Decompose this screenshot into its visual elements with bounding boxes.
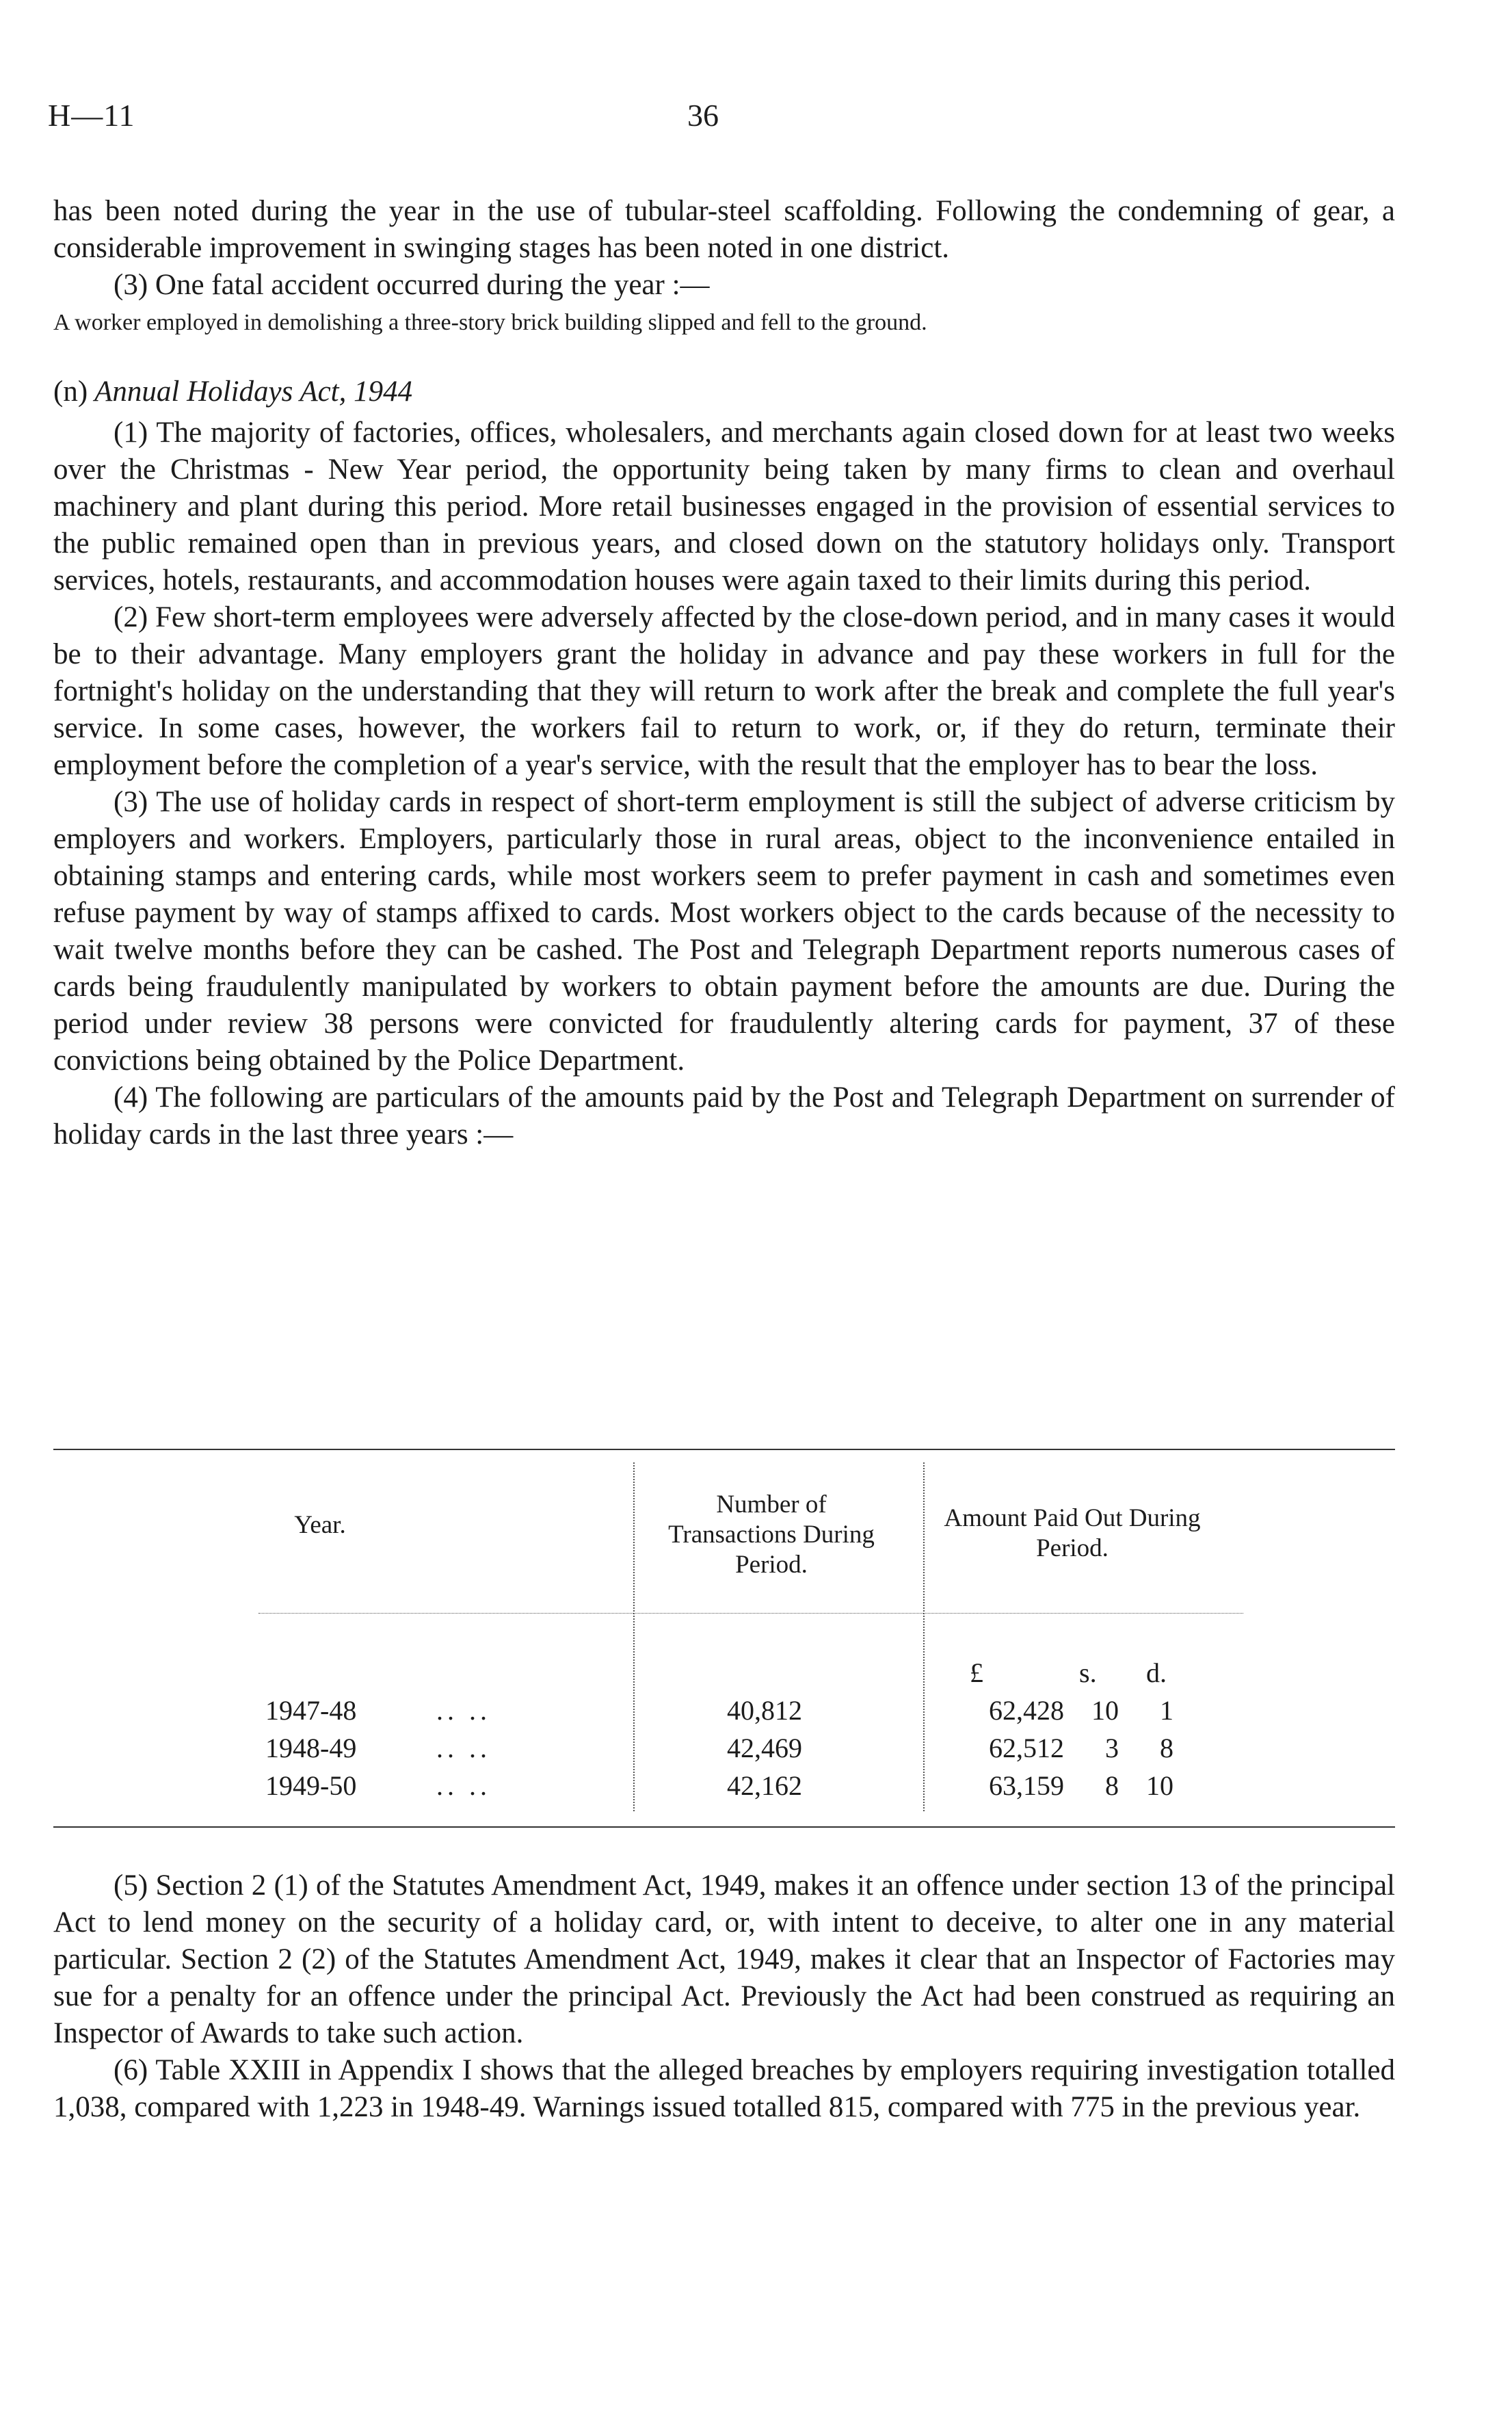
unit-pence: d. <box>1146 1657 1167 1688</box>
header-amount: Amount Paid Out During Period. <box>944 1504 1201 1562</box>
section-heading <box>53 373 1395 410</box>
cell-transactions: 42,162 <box>727 1770 802 1801</box>
cell-pence: 10 <box>1146 1770 1173 1801</box>
leader-dots: .. .. <box>436 1733 491 1763</box>
cell-transactions: 40,812 <box>727 1695 802 1726</box>
cell-year: 1947-48 <box>265 1695 357 1726</box>
column-divider-2 <box>923 1462 925 1811</box>
running-header <box>48 97 1416 145</box>
section-number: (n) <box>53 376 88 408</box>
unit-shillings: s. <box>1079 1657 1097 1688</box>
section-title: Annual Holidays Act, 1944 <box>94 376 413 408</box>
cell-pence: 1 <box>1160 1695 1173 1726</box>
header-year: Year. <box>294 1511 346 1539</box>
leader-dots: .. .. <box>436 1695 491 1726</box>
lower-text-block <box>53 1867 1395 2126</box>
page-number: 36 <box>687 98 719 133</box>
leader-dots: .. .. <box>436 1770 491 1801</box>
header-transactions: Number of Transactions During Period. <box>668 1490 875 1579</box>
paragraph-fatal-accident: (3) One fatal accident occurred during the year :— <box>114 269 710 301</box>
paragraph-6: (6) Table XXIII in Appendix I shows that the alleged breaches by employers requiring investigation totalled 1,038, compared with 1,223 in 1948-49. Warnings issued totalled 815, compared with 775 in the previous year. <box>53 2054 1395 2123</box>
holiday-cards-table <box>53 1449 1395 1832</box>
paragraph-3: (3) The use of holiday cards in respect of short-term employment is still the subject of adverse criticism by employers and workers. Employers, particularly those in rural areas, object to the inconvenience entailed in obtaining stamps and entering cards, while most workers seem to prefer payment in cash and sometimes even refuse payment by way of stamps affixed to cards. Most workers object to the cards because of the necessity to wait twelve months before they can be cashed. The Post and Telegraph Department reports numerous cases of cards being fraudulently manipulated by workers to obtain payment before the amounts are due. During the period under review 38 persons were convicted for fraudulently altering cards for payment, 37 of these convictions being obtained by the Police Department. <box>53 786 1395 1077</box>
unit-pounds: £ <box>970 1657 983 1688</box>
header-rule <box>258 1613 1243 1614</box>
paragraph-1: (1) The majority of factories, offices, wholesalers, and merchants again closed down for at least two weeks over the Christmas - New Year period, the opportunity being taken by many firms to clean and overhaul machinery and plant during this period. More retail businesses engaged in the provision of essential services to the public remained open than in previous years, and closed down on the statutory holidays only. Transport services, hotels, restaurants, and accommodation houses were again taxed to their limits during this period. <box>53 417 1395 596</box>
cell-shillings: 8 <box>1105 1770 1119 1801</box>
paragraph-4: (4) The following are particulars of the amounts paid by the Post and Telegraph Department on surrender of holiday cards in the last three years :— <box>53 1081 1395 1151</box>
column-divider-1 <box>633 1462 635 1811</box>
cell-shillings: 3 <box>1105 1733 1119 1763</box>
paragraph-5: (5) Section 2 (1) of the Statutes Amendment Act, 1949, makes it an offence under section 13 of the principal Act to lend money on the security of a holiday card, or, with intent to deceive, to alter one in any material particular. Section 2 (2) of the Statutes Amendment Act, 1949, makes it clear that an Inspector of Factories may sue for a penalty for an offence under the principal Act. Previously the Act had been construed as requiring an Inspector of Awards to take such action. <box>53 1869 1395 2049</box>
cell-pence: 8 <box>1160 1733 1173 1763</box>
cell-transactions: 42,469 <box>727 1733 802 1763</box>
table-bottom-rule <box>53 1826 1395 1828</box>
upper-text-block <box>53 193 1395 1153</box>
continued-paragraph: has been noted during the year in the use of tubular-steel scaffolding. Following the condemning of gear, a considerable improvement in swinging stages has been noted in one district. <box>53 195 1395 264</box>
accident-note: A worker employed in demolishing a three-story brick building slipped and fell to the ground. <box>53 310 927 335</box>
cell-pounds: 62,428 <box>989 1695 1064 1726</box>
cell-year: 1949-50 <box>265 1770 357 1801</box>
cell-year: 1948-49 <box>265 1733 357 1763</box>
cell-shillings: 10 <box>1091 1695 1119 1726</box>
cell-pounds: 63,159 <box>989 1770 1064 1801</box>
paragraph-2: (2) Few short-term employees were adversely affected by the close-down period, and in many cases it would be to their advantage. Many employers grant the holiday in advance and pay these workers in full for the fortnight's holiday on the understanding that they will return to work after the break and complete the full year's service. In some cases, however, the workers fail to return to work, or, if they do return, terminate their employment before the completion of a year's service, with the result that the employer has to bear the loss. <box>53 601 1395 781</box>
cell-pounds: 62,512 <box>989 1733 1064 1763</box>
report-reference: H—11 <box>48 98 135 133</box>
table-top-rule <box>53 1449 1395 1450</box>
